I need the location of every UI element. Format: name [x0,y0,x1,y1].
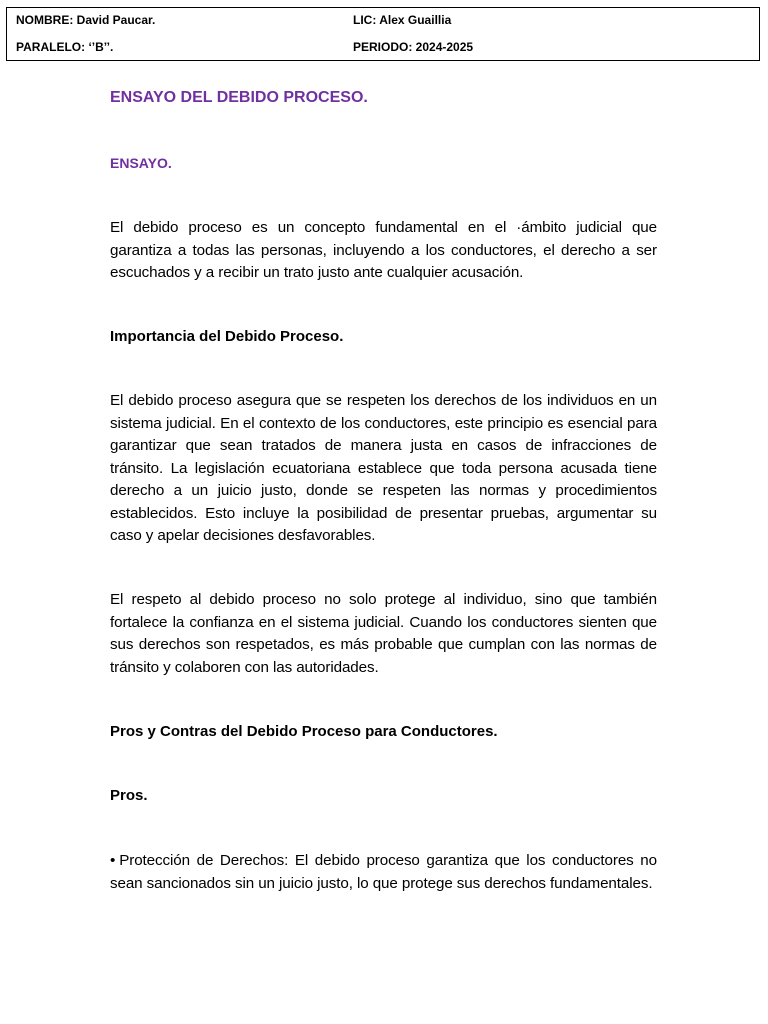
importance-paragraph-2: El respeto al debido proceso no solo protege al individuo, sino que también fortalece la confianza en el sistema judicial. Cuando los conductores sienten que sus derechos son respetados, es más probable que cumplan con las normas de tránsito y colaboren con las autoridades. [110,591,657,676]
bullet-text: Protección de Derechos: El debido proceso garantiza que los conductores no sean sancionados sin un juicio justo, lo que protege sus derechos fundamentales. [110,852,657,892]
section-heading-importance: Importancia del Debido Proceso. [110,328,344,345]
section-heading-pros-cons: Pros y Contras del Debido Proceso para Conductores. [110,723,498,740]
importance-paragraph-1: El debido proceso asegura que se respeten los derechos de los individuos en un sistema judicial. En el contexto de los conductores, este principio es esencial para garantizar que sean tratados de manera justa en casos de infracciones de tránsito. La legislación ecuatoriana establece que toda persona acusada tiene derecho a un juicio justo, donde se respeten las normas y procedimientos establecidos. Esto incluye la posibilidad de presentar pruebas, argumentar su caso y apelar decisiones desfavorables. [110,392,657,544]
class-section: PARALELO: ‘’B’’. [16,40,114,54]
document-subtitle: ENSAYO. [110,155,172,171]
header-table [6,7,760,61]
academic-period: PERIODO: 2024-2025 [353,40,474,54]
pros-bullet-item [110,850,657,895]
intro-paragraph: El debido proceso es un concepto fundamental en el ·ámbito judicial que garantiza a todas las personas, incluyendo a los conductores, el derecho a ser escuchados y a recibir un trato justo ante cualquier acusación. [110,219,657,281]
student-name: NOMBRE: David Paucar. [16,13,156,27]
bullet-icon: • [110,852,116,869]
document-title: ENSAYO DEL DEBIDO PROCESO. [110,89,368,106]
instructor-name: LIC: Alex Guaillia [353,13,452,27]
pros-heading: Pros. [110,787,148,804]
